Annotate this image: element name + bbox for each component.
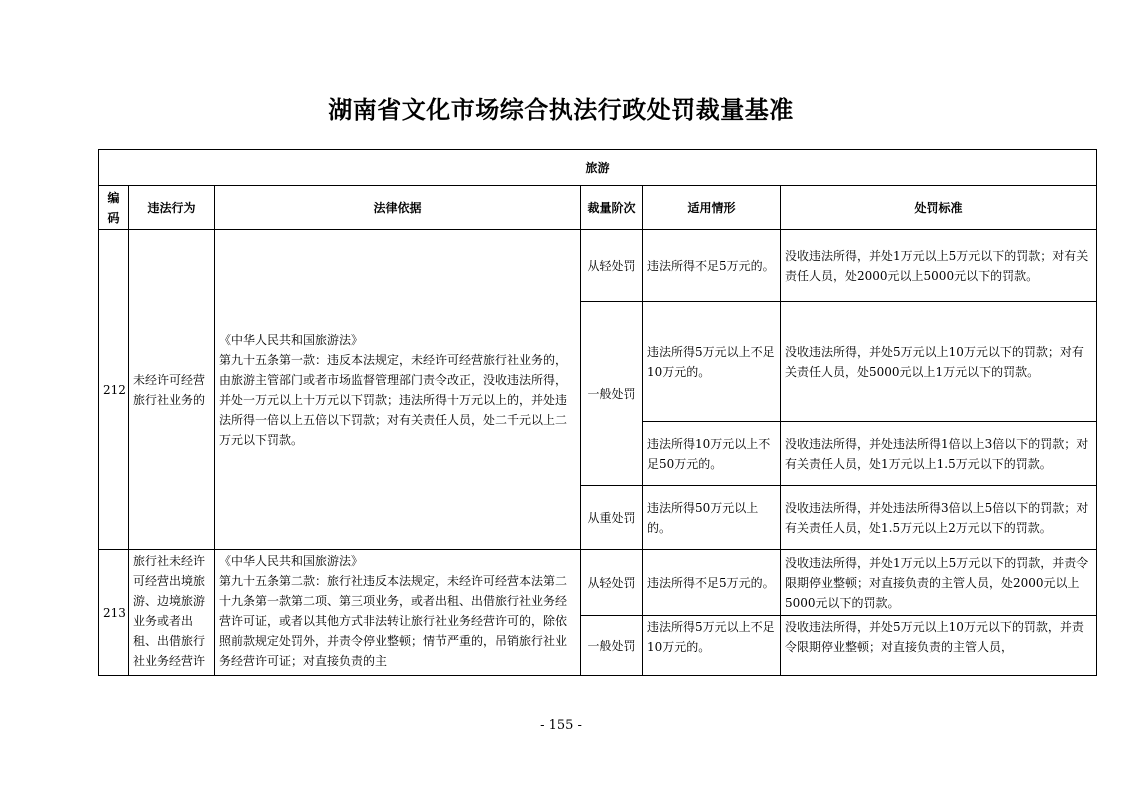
entry-basis: [215, 230, 581, 550]
header-level: 裁量阶次: [581, 186, 643, 230]
column-header-row: [99, 186, 1097, 230]
situation-light: 违法所得不足5万元的。: [643, 230, 781, 302]
situation-general-2: 违法所得10万元以上不足50万元的。: [643, 422, 781, 486]
header-code-label: 编码: [107, 190, 120, 225]
entry-basis-text: 《中华人民共和国旅游法》 第九十五条第二款：旅行社违反本法规定，未经许可经营本法第二十九条第一款第二项、第三项业务，或者出租、出借旅行社业务经营许可证，或者以其他方式非法转让旅行社业务经营许可的，除依照前款规定处罚外，并责令停业整顿；情节严重的，吊销旅行社业务经营许可证；对直接负责的主: [219, 554, 568, 668]
entry-behavior: 旅行社未经许可经营出境旅游、边境旅游业务或者出租、出借旅行社业务经营许: [129, 550, 215, 676]
entry-basis: [215, 550, 581, 676]
table-row: [99, 230, 1097, 302]
category-cell: 旅游: [99, 150, 1097, 186]
situation-heavy: 违法所得50万元以上的。: [643, 486, 781, 550]
table-row: [99, 550, 1097, 616]
standard-light: 没收违法所得，并处1万元以上5万元以下的罚款，并责令限期停业整顿；对直接负责的主管人员，处2000元以上5000元以下的罚款。: [781, 550, 1097, 616]
header-code: [99, 186, 129, 230]
header-behavior: 违法行为: [129, 186, 215, 230]
entry-code: 212: [99, 230, 129, 550]
situation-general: 违法所得5万元以上不足10万元的。: [643, 616, 781, 676]
header-standard: 处罚标准: [781, 186, 1097, 230]
standard-general: 没收违法所得，并处5万元以上10万元以下的罚款，并责令限期停业整顿；对直接负责的主管人员，: [781, 616, 1097, 676]
level-light: 从轻处罚: [581, 550, 643, 616]
category-row: [99, 150, 1097, 186]
header-situation: 适用情形: [643, 186, 781, 230]
entry-code: 213: [99, 550, 129, 676]
level-general: 一般处罚: [581, 302, 643, 486]
level-heavy: 从重处罚: [581, 486, 643, 550]
standard-heavy: 没收违法所得，并处违法所得3倍以上5倍以下的罚款；对有关责任人员，处1.5万元以上2万元以下的罚款。: [781, 486, 1097, 550]
page-title: 湖南省文化市场综合执法行政处罚裁量基准: [328, 96, 794, 124]
entry-basis-text: 《中华人民共和国旅游法》 第九十五条第一款：违反本法规定，未经许可经营旅行社业务的，由旅游主管部门或者市场监督管理部门责令改正，没收违法所得，并处一万元以上十万元以下罚款；违法所得十万元以上的，并处违法所得一倍以上五倍以下罚款；对有关责任人员，处二千元以上二万元以下罚款。: [219, 332, 568, 447]
standard-light: 没收违法所得，并处1万元以上5万元以下的罚款；对有关责任人员，处2000元以上5000元以下的罚款。: [781, 230, 1097, 302]
standard-general-2: 没收违法所得，并处违法所得1倍以上3倍以下的罚款；对有关责任人员，处1万元以上1.5万元以下的罚款。: [781, 422, 1097, 486]
penalty-table: [98, 149, 1097, 676]
situation-general-1: 违法所得5万元以上不足10万元的。: [643, 302, 781, 422]
entry-behavior: 未经许可经营旅行社业务的: [129, 230, 215, 550]
level-general: 一般处罚: [581, 616, 643, 676]
page-number: - 155 -: [540, 718, 582, 733]
standard-general-1: 没收违法所得，并处5万元以上10万元以下的罚款；对有关责任人员，处5000元以上1万元以下的罚款。: [781, 302, 1097, 422]
situation-light: 违法所得不足5万元的。: [643, 550, 781, 616]
header-basis: 法律依据: [215, 186, 581, 230]
level-light: 从轻处罚: [581, 230, 643, 302]
